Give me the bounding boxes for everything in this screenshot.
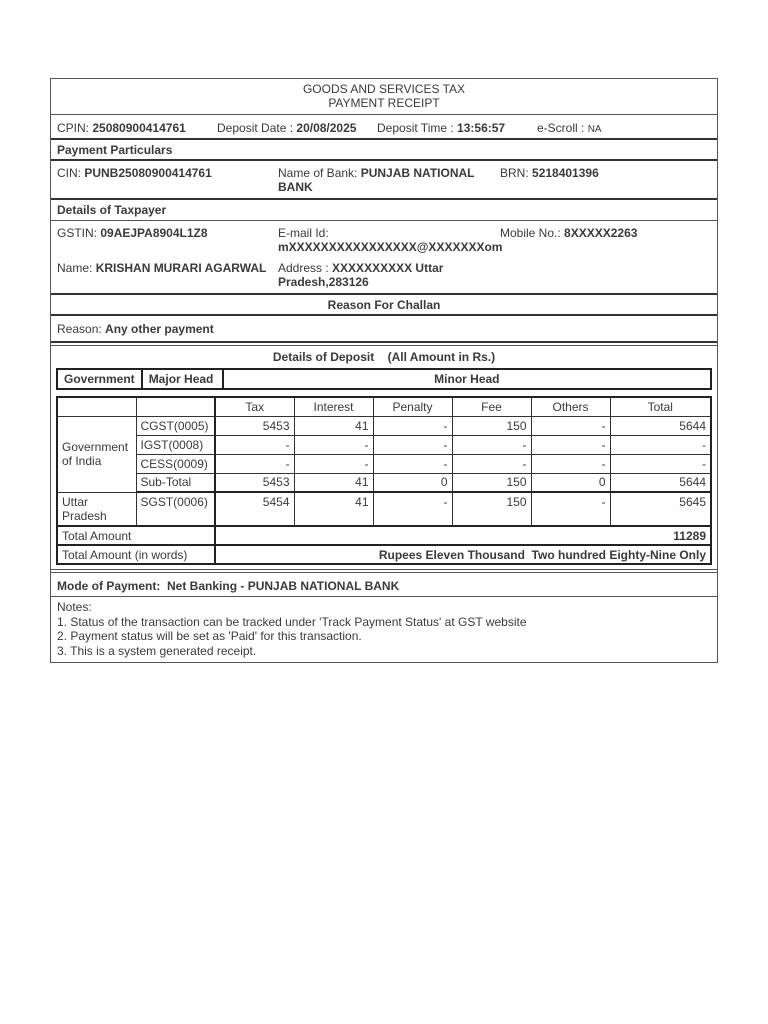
notes xyxy=(51,597,717,662)
deposit-table xyxy=(56,396,712,565)
title-line-2: PAYMENT RECEIPT xyxy=(328,96,440,110)
table-row: Government of India CGST(0005) 5453 41 - 150 - 5644 xyxy=(57,416,711,435)
head-cell: IGST(0008) xyxy=(136,435,215,454)
taxpayer-name: Name: KRISHAN MURARI AGARWAL xyxy=(57,261,267,275)
table-row: Uttar Pradesh SGST(0006) 5454 41 - 150 - 5645 xyxy=(57,492,711,526)
payment-particulars-row xyxy=(51,161,717,200)
table-row: Sub-Total 5453 41 0 150 0 5644 xyxy=(57,473,711,492)
cin: CIN: PUNB25080900414761 xyxy=(57,166,212,180)
taxpayer-heading: Details of Taxpayer xyxy=(51,200,717,221)
deposit-head-table xyxy=(56,368,712,390)
col-total: Total xyxy=(610,397,711,416)
note-item: 2. Payment status will be set as 'Paid' for this transaction. xyxy=(57,629,362,643)
challan-heading: Reason For Challan xyxy=(51,295,717,316)
total-words-label: Total Amount (in words) xyxy=(57,545,215,564)
gstin: GSTIN: 09AEJPA8904L1Z8 xyxy=(57,226,208,240)
head-cell: Sub-Total xyxy=(136,473,215,492)
total-amount-label: Total Amount xyxy=(57,526,215,545)
total-amount-row xyxy=(57,526,711,545)
taxpayer-address: Address : XXXXXXXXXX Uttar Pradesh,283126 xyxy=(278,261,444,289)
mode-of-payment: Mode of Payment: Net Banking - PUNJAB NATIONAL BANK xyxy=(57,579,400,593)
brn: BRN: 5218401396 xyxy=(500,166,599,180)
total-words-value: Rupees Eleven Thousand Two hundred Eighty-Nine Only xyxy=(215,545,711,564)
title-line-1: GOODS AND SERVICES TAX xyxy=(302,82,466,96)
note-item: 3. This is a system generated receipt. xyxy=(57,643,257,658)
col-others: Others xyxy=(531,397,610,416)
deposit-date: Deposit Date : 20/08/2025 xyxy=(217,121,357,135)
deposit-section xyxy=(51,346,717,570)
table-row: CESS(0009) - - - - - - xyxy=(57,454,711,473)
col-penalty: Penalty xyxy=(373,397,452,416)
col-tax: Tax xyxy=(215,397,294,416)
col-major-head: Major Head xyxy=(142,369,223,389)
total-words-row xyxy=(57,545,711,564)
col-government: Government xyxy=(57,369,142,389)
state-cell: Uttar Pradesh xyxy=(57,492,136,526)
col-minor-head: Minor Head xyxy=(223,369,711,389)
deposit-time: Deposit Time : 13:56:57 xyxy=(377,121,506,135)
total-amount-value: 11289 xyxy=(215,526,711,545)
note-item: 1. Status of the transaction can be tracked under 'Track Payment Status' at GST website xyxy=(57,614,527,629)
e-scroll: e-Scroll : NA xyxy=(537,121,602,135)
gov-india-cell: Government of India xyxy=(57,416,136,492)
head-cell: SGST(0006) xyxy=(136,492,215,526)
table-header-row xyxy=(57,397,711,416)
payment-particulars-heading: Payment Particulars xyxy=(51,140,717,161)
cpin: CPIN: 25080900414761 xyxy=(57,121,186,135)
head-cell: CESS(0009) xyxy=(136,454,215,473)
deposit-heading: Details of Deposit (All Amount in Rs.) xyxy=(272,350,496,364)
bank-name: Name of Bank: PUNJAB NATIONAL BANK xyxy=(278,166,475,194)
email-id: E-mail Id: mXXXXXXXXXXXXXXXX@XXXXXXXom xyxy=(278,226,503,254)
col-interest: Interest xyxy=(294,397,373,416)
receipt-title xyxy=(51,79,717,115)
mobile-no: Mobile No.: 8XXXXX2263 xyxy=(500,226,638,240)
table-row: IGST(0008) - - - - - - xyxy=(57,435,711,454)
payment-receipt xyxy=(50,78,718,663)
notes-heading: Notes: xyxy=(57,600,92,614)
col-fee: Fee xyxy=(452,397,531,416)
meta-row xyxy=(51,115,717,140)
reason: Reason: Any other payment xyxy=(57,322,214,336)
head-cell: CGST(0005) xyxy=(136,416,215,435)
mode-of-payment-row xyxy=(51,573,717,597)
reason-row xyxy=(51,316,717,343)
taxpayer-row xyxy=(51,221,717,295)
